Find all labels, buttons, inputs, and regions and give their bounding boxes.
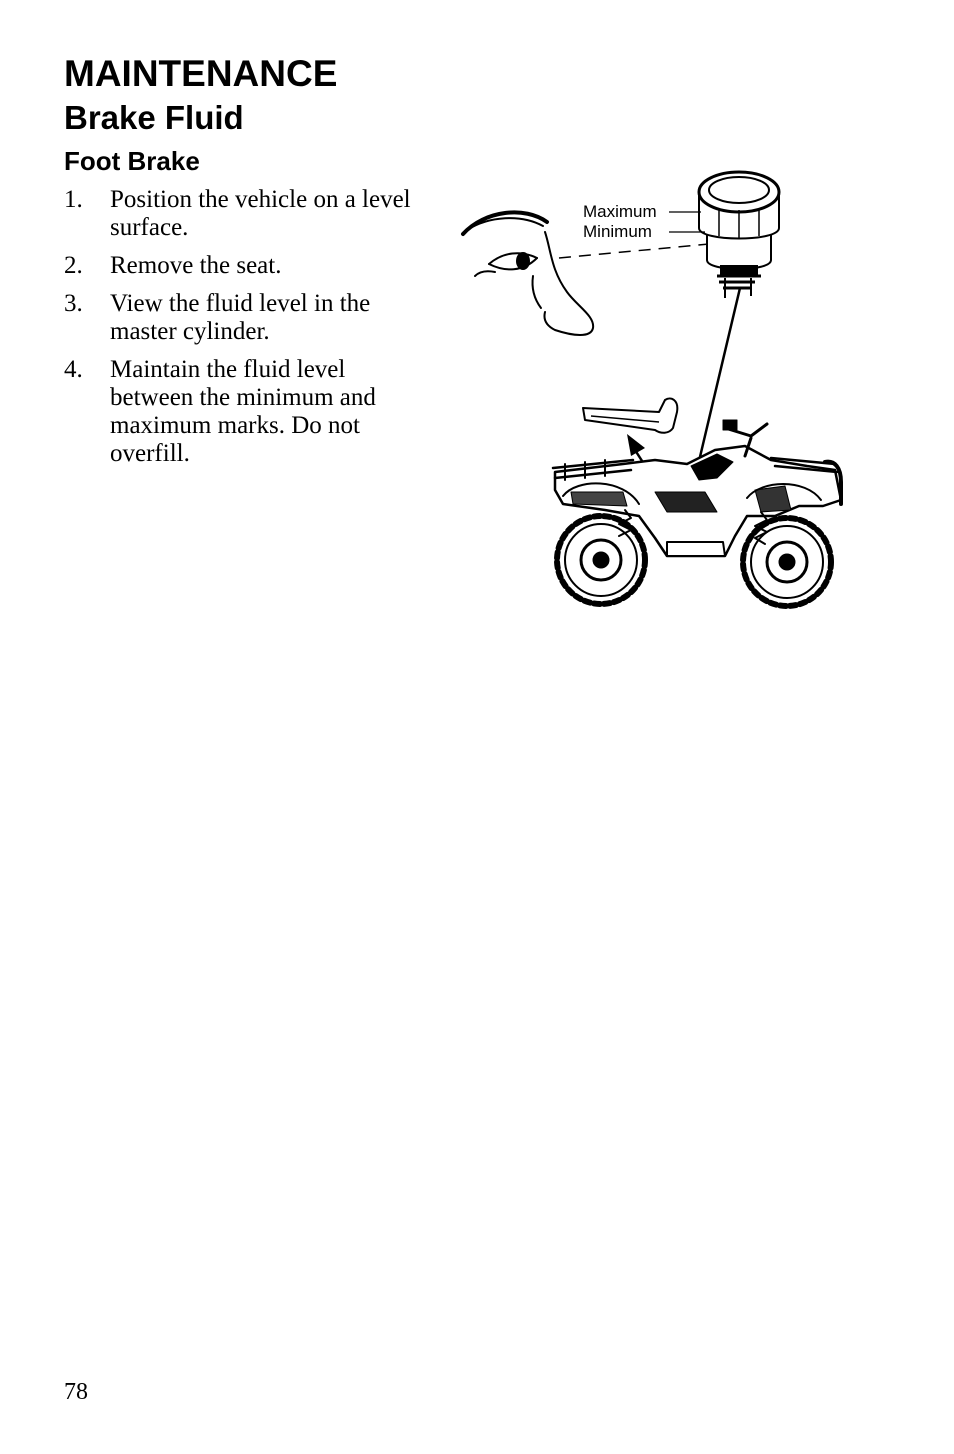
page-title: MAINTENANCE	[64, 53, 338, 94]
brake-fluid-figure	[455, 160, 855, 620]
seat-illustration	[583, 399, 677, 433]
eye-illustration	[463, 212, 593, 335]
step-item	[64, 186, 414, 242]
step-number: 4.	[64, 356, 83, 383]
step-text: View the fluid level in the master cylinder.	[110, 290, 371, 345]
step-number: 1.	[64, 186, 83, 213]
master-cylinder-icon	[699, 172, 779, 298]
subsection-title: Foot Brake	[64, 146, 200, 176]
step-text: Maintain the fluid level between the minimum and maximum marks. Do not overfill.	[110, 356, 376, 467]
sight-line	[559, 244, 709, 258]
maximum-label: Maximum	[583, 202, 657, 221]
step-text: Position the vehicle on a level surface.	[110, 186, 411, 241]
step-item	[64, 356, 414, 468]
minimum-label: Minimum	[583, 222, 652, 241]
step-number: 3.	[64, 290, 83, 317]
brake-fluid-illustration	[455, 160, 855, 620]
step-text: Remove the seat.	[110, 252, 282, 279]
page-number: 78	[64, 1379, 88, 1405]
step-item	[64, 290, 414, 346]
steps-list	[64, 186, 414, 478]
atv-illustration	[553, 420, 841, 606]
section-title: Brake Fluid	[64, 99, 244, 136]
step-number: 2.	[64, 252, 83, 279]
step-item	[64, 252, 414, 280]
